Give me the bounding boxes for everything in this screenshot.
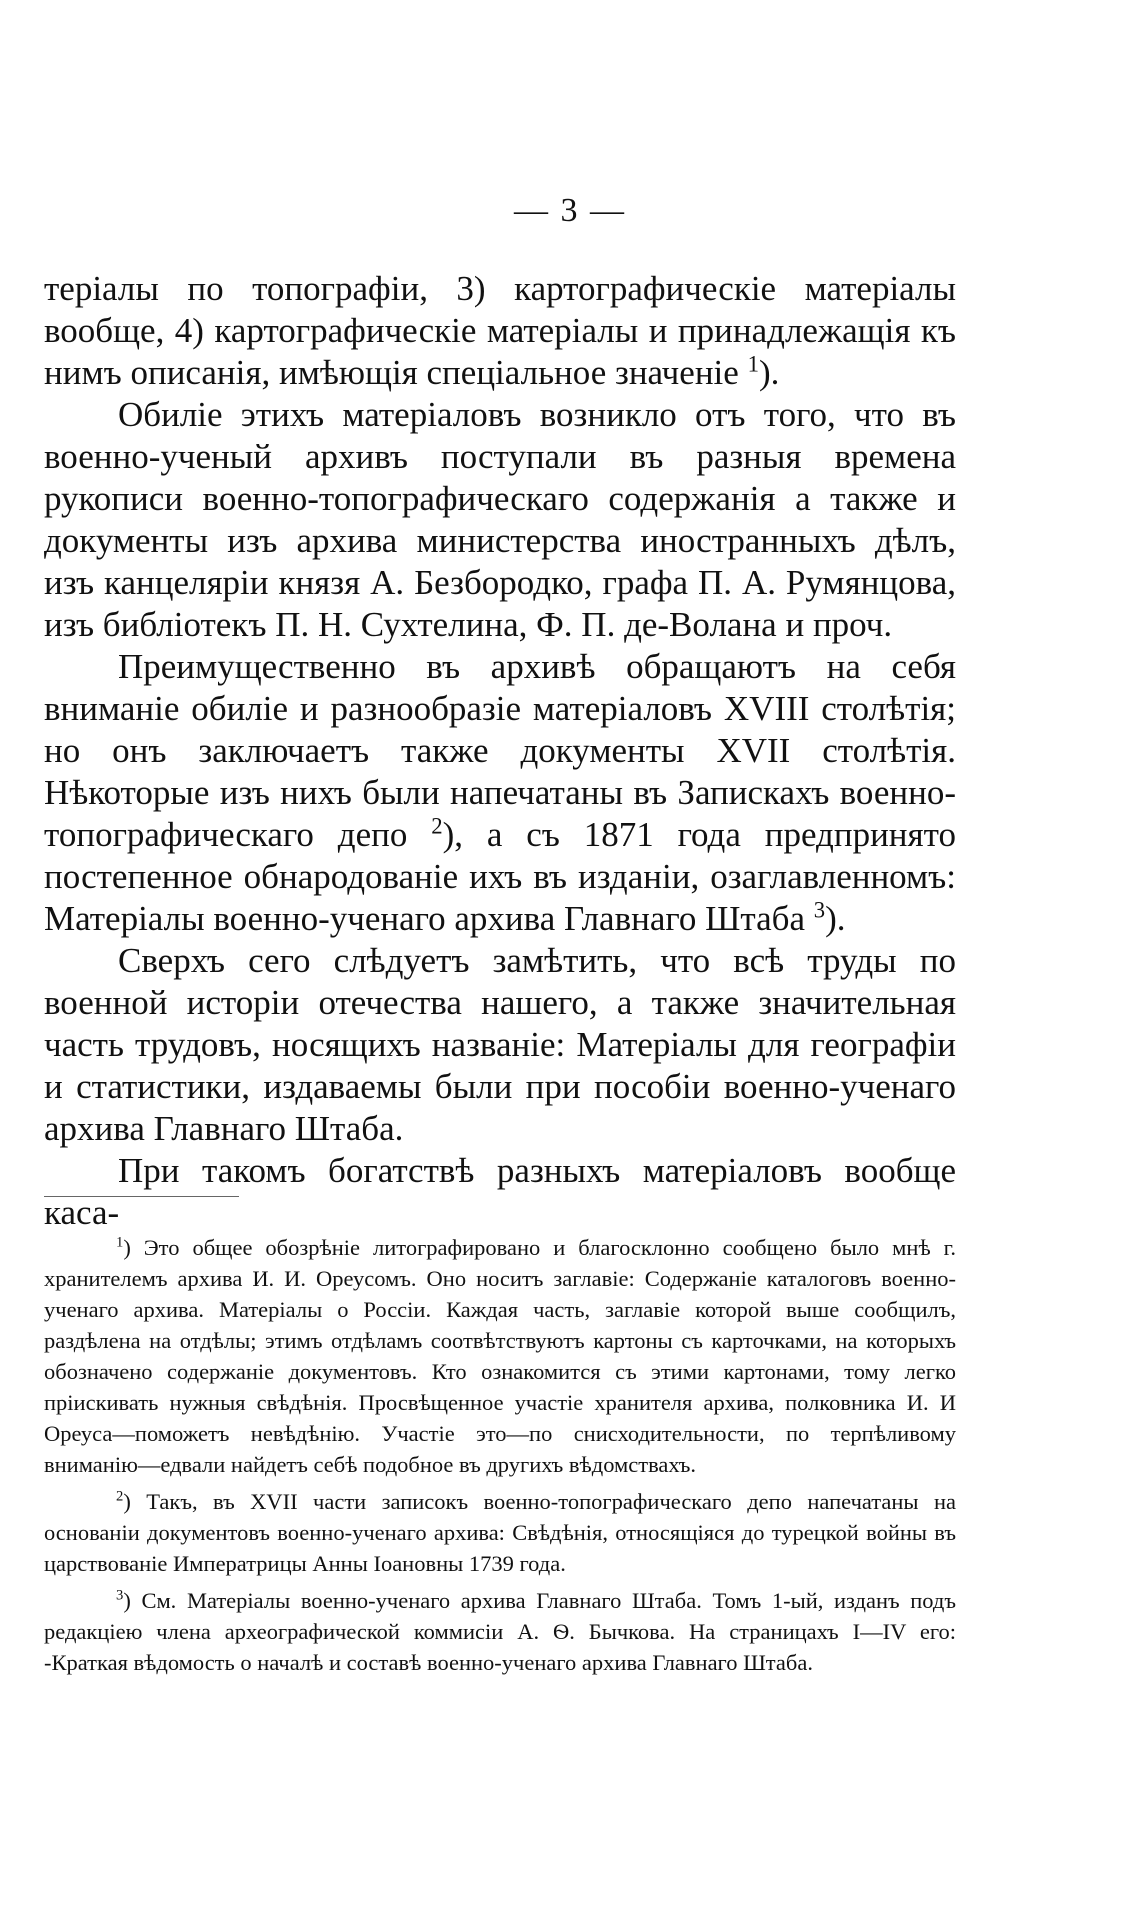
- footnote-3: [44, 1585, 956, 1678]
- footnote-3-mark: 3: [116, 1587, 124, 1604]
- footnote-ref-2: 2: [431, 813, 443, 839]
- paragraph-1: [44, 268, 956, 394]
- footnote-divider: [44, 1196, 239, 1197]
- footnote-3-text: ) См. Матеріалы военно-ученаго архива Главнаго Штаба. Томъ 1-ый, изданъ подъ редакціею члена археографической коммисіи А. Ѳ. Бычкова. На страницахъ I—IV его: -Краткая вѣдомость о началѣ и составѣ военно-ученаго архива Главнаго Штаба.: [44, 1588, 956, 1675]
- footnote-1: [44, 1232, 956, 1480]
- footnote-1-mark: 1: [116, 1234, 124, 1251]
- paragraph-1-text: теріалы по топографіи, 3) картографическіе матеріалы вообще, 4) картографическіе матеріалы и принадлежащія къ нимъ описанія, имѣющія спеціальное значеніе: [44, 269, 956, 392]
- footnote-2-text: ) Такъ, въ XVII части записокъ военно-топографическаго депо напечатаны на основаніи документовъ военно-ученаго архива: Свѣдѣнія, относящіяся до турецкой войны въ царствованіе Императрицы Анны Іоановны 1739 года.: [44, 1489, 956, 1576]
- page-number: — 3 —: [514, 192, 626, 229]
- footnote-ref-3: 3: [813, 897, 826, 923]
- main-text: [44, 268, 956, 1234]
- footnote-ref-1: 1: [747, 351, 759, 377]
- paragraph-3-end: ).: [825, 899, 846, 938]
- paragraph-1-end: ).: [758, 353, 780, 392]
- footnote-2: [44, 1486, 956, 1579]
- paragraph-3: [44, 646, 956, 940]
- paragraph-4: Сверхъ сего слѣдуетъ замѣтить, что всѣ труды по военной исторіи отечества нашего, а также значительная часть трудовъ, носящихъ названіе: Матеріалы для географіи и статистики, издаваемы были при пособіи военно-ученаго архива Главнаго Штаба.: [44, 941, 956, 1148]
- paragraph-3-text: Преимущественно въ архивѣ обращаютъ на себя вниманіе обиліе и разнообразіе матеріаловъ XVIII столѣтія; но онъ заключаетъ также документы XVII столѣтія. Нѣкоторые изъ нихъ были напечатаны въ Запискахъ военно-топографическаго депо: [44, 647, 956, 854]
- footnote-2-mark: 2: [116, 1488, 124, 1505]
- paragraph-2: Обиліе этихъ матеріаловъ возникло отъ того, что въ военно-ученый архивъ поступали въ разныя времена рукописи военно-топографическаго содержанія а также и документы изъ архива министерства иностранныхъ дѣлъ, изъ канцеляріи князя А. Безбородко, графа П. А. Румянцова, изъ библіотекъ П. Н. Сухтелина, Ф. П. де-Волана и проч.: [44, 395, 956, 644]
- paragraph-3-middle: ), а съ 1871 года предпринято постепенное обнародованіе ихъ въ изданіи, озаглавленномъ: Матеріалы военно-ученаго архива Главнаго Штаба: [44, 815, 956, 938]
- paragraph-5: При такомъ богатствѣ разныхъ матеріаловъ вообще каса-: [44, 1151, 956, 1232]
- footnotes: [44, 1232, 956, 1684]
- footnote-1-text: ) Это общее обозрѣніе литографировано и благосклонно сообщено было мнѣ г. хранителемъ архива И. И. Ореусомъ. Оно носитъ заглавіе: Содержаніе каталоговъ военно-ученаго архива. Матеріалы о Россіи. Каждая часть, заглавіе которой выше сообщилъ, раздѣлена на отдѣлы; этимъ отдѣламъ соотвѣтствуютъ картоны съ карточками, на которыхъ обозначено содержаніе документовъ. Кто ознакомится съ этими картонами, тому легко пріискивать нужныя свѣдѣнія. Просвѣщенное участіе хранителя архива, полковника И. И Ореуса—поможетъ невѣдѣнію. Участіе это—по снисходительности, по терпѣливому вниманію—едвали найдетъ себѣ подобное въ другихъ вѣдомствахъ.: [44, 1235, 956, 1477]
